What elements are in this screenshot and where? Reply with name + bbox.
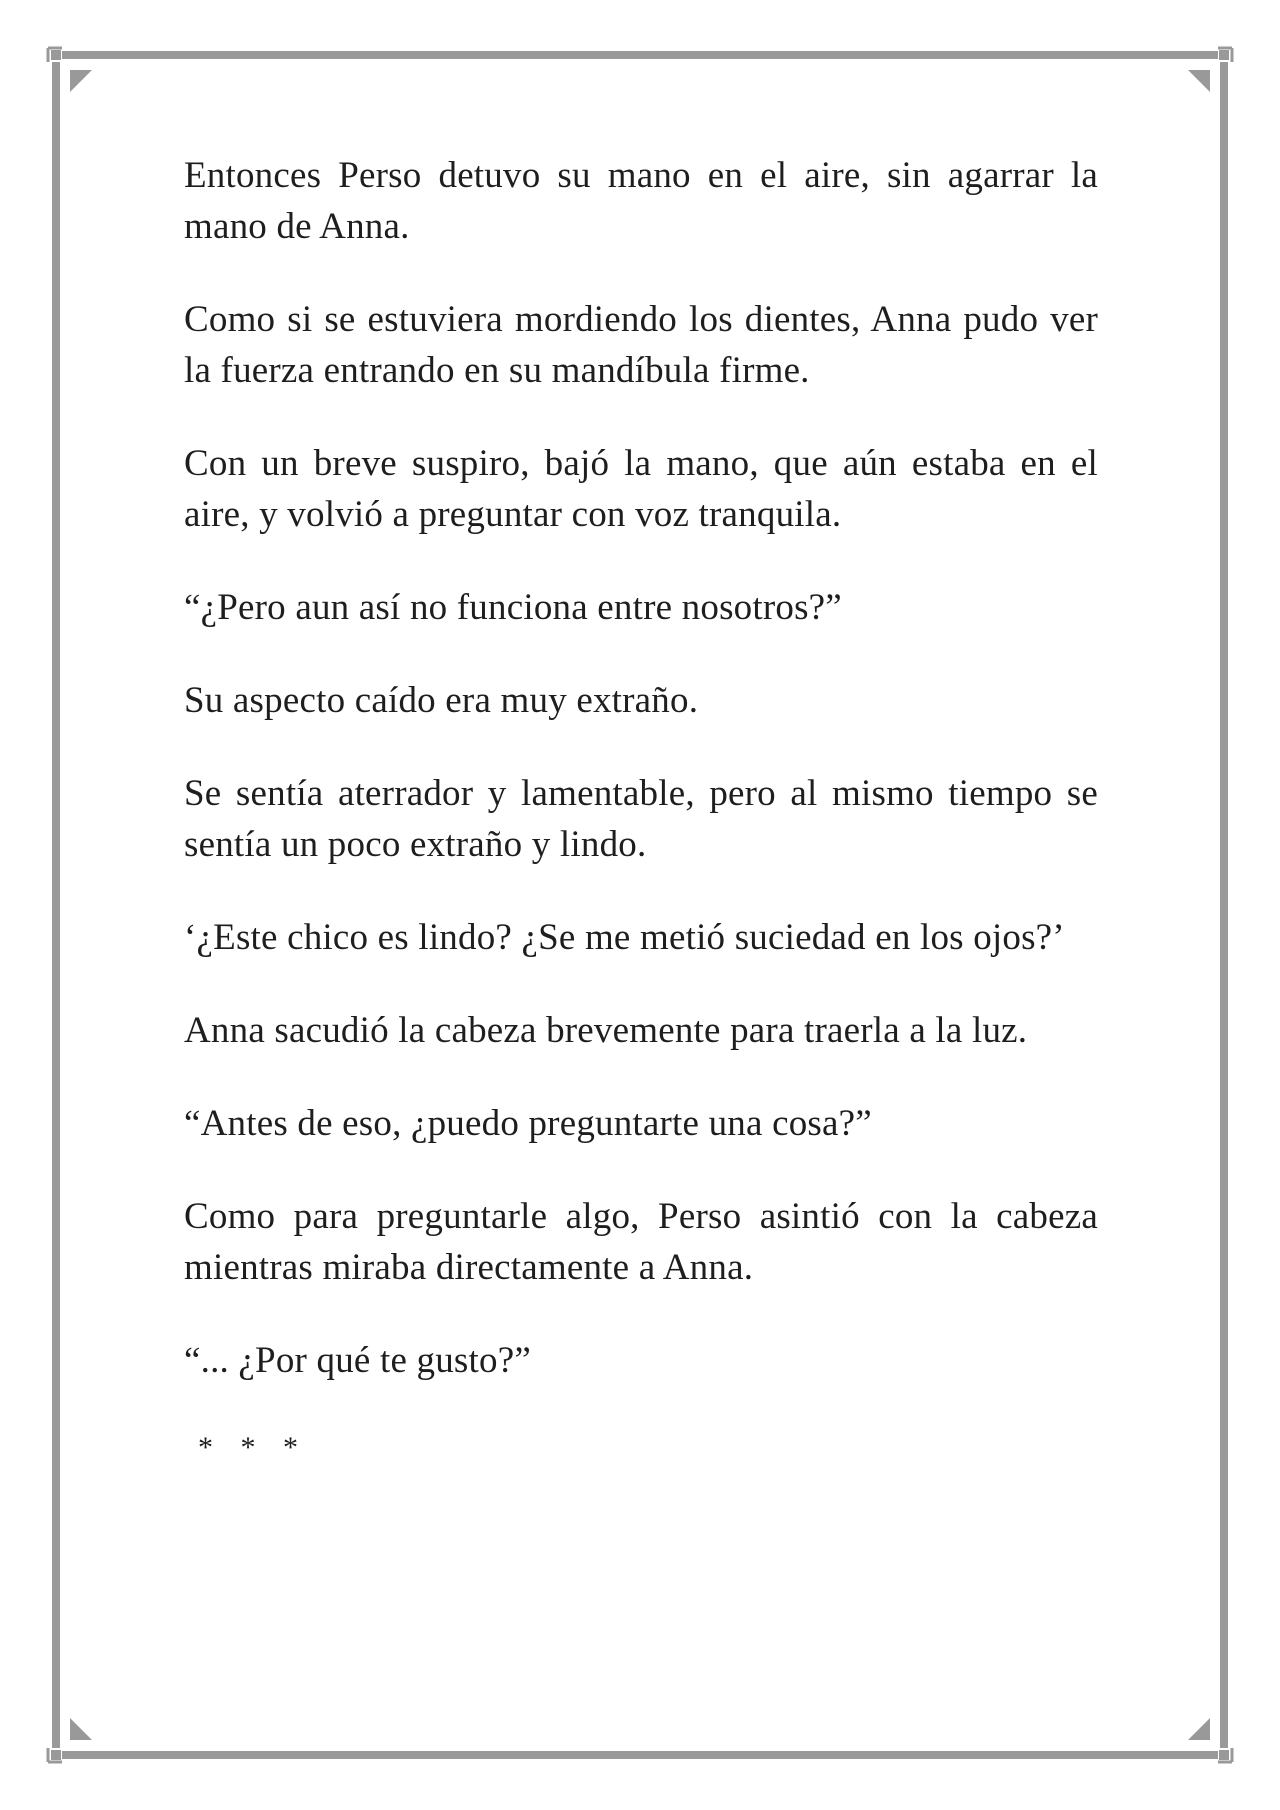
- paragraph-1: Entonces Perso detuvo su mano en el aire, sin agarrar la mano de Anna.: [184, 155, 1098, 247]
- document-body: [184, 150, 1098, 1468]
- paragraph-2: Como si se estuviera mordiendo los dientes, Anna pudo ver la fuerza entrando en su mandíbula firme.: [184, 299, 1098, 391]
- corner-square-top-left: [51, 50, 61, 60]
- paragraph-4: “¿Pero aun así no funciona entre nosotros?”: [184, 587, 842, 628]
- paragraph-10: Como para preguntarle algo, Perso asintió con la cabeza mientras miraba directamente a Anna.: [184, 1196, 1098, 1288]
- paragraph-6: Se sentía aterrador y lamentable, pero al mismo tiempo se sentía un poco extraño y lindo.: [184, 773, 1098, 865]
- corner-triangle-top-left: [70, 70, 92, 92]
- corner-triangle-top-right: [1188, 70, 1210, 92]
- paragraph-7: ‘¿Este chico es lindo? ¿Se me metió suciedad en los ojos?’: [184, 917, 1065, 958]
- corner-square-bottom-left: [51, 1750, 61, 1760]
- corner-triangle-bottom-left: [70, 1718, 92, 1740]
- corner-square-bottom-right: [1219, 1750, 1229, 1760]
- paragraph-8: Anna sacudió la cabeza brevemente para traerla a la luz.: [184, 1010, 1028, 1051]
- paragraph-11: “... ¿Por qué te gusto?”: [184, 1340, 531, 1381]
- corner-square-top-right: [1219, 50, 1229, 60]
- scene-separator: * * *: [198, 1431, 308, 1464]
- paragraph-9: “Antes de eso, ¿puedo preguntarte una cosa?”: [184, 1103, 872, 1144]
- paragraph-3: Con un breve suspiro, bajó la mano, que aún estaba en el aire, y volvió a preguntar con voz tranquila.: [184, 443, 1098, 535]
- paragraph-5: Su aspecto caído era muy extraño.: [184, 680, 699, 721]
- corner-triangle-bottom-right: [1188, 1718, 1210, 1740]
